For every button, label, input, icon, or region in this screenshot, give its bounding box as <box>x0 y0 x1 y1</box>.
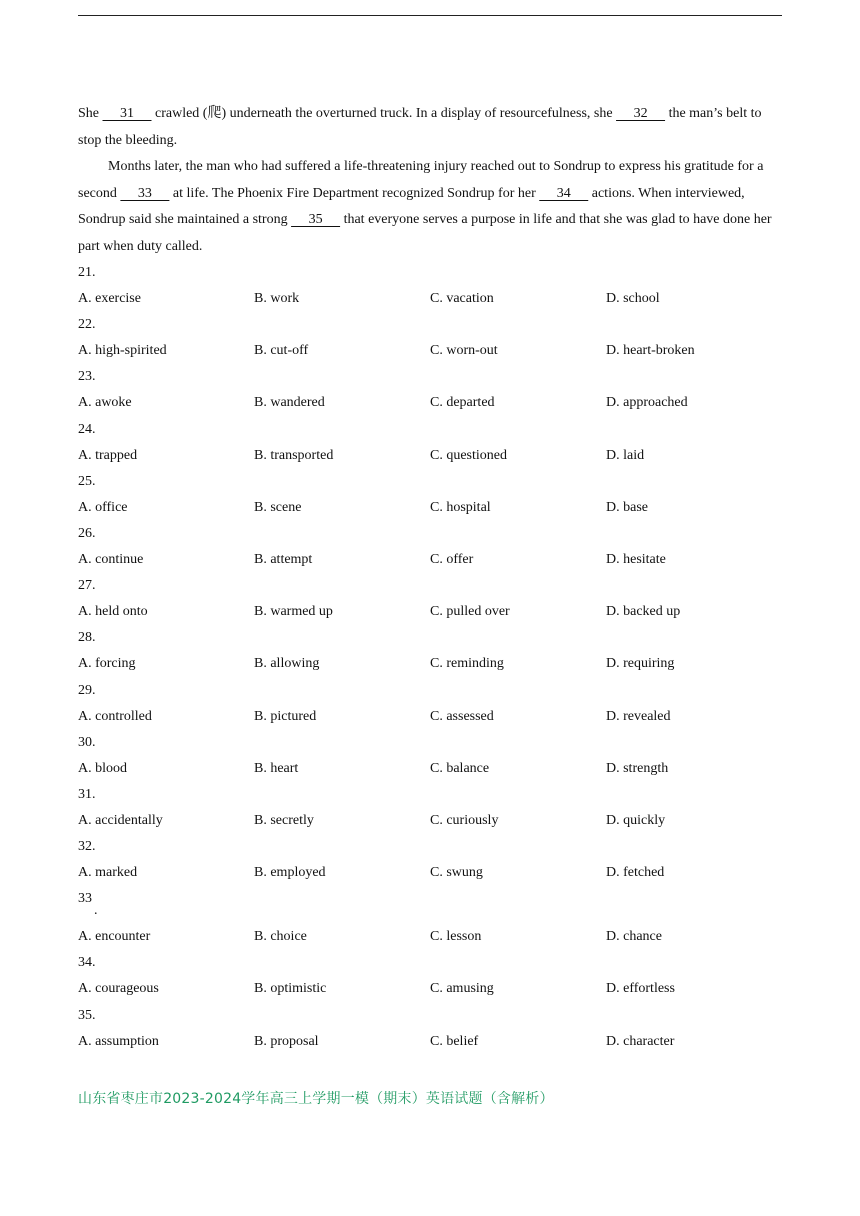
question-number: 28. <box>78 630 96 646</box>
header-rule <box>78 15 782 16</box>
option-a: A. exercise <box>78 291 141 307</box>
option-c: C. curiously <box>430 812 499 828</box>
option-row <box>78 286 782 312</box>
option-row <box>78 924 782 950</box>
option-row <box>78 547 782 573</box>
passage <box>78 101 782 260</box>
option-a: A. forcing <box>78 656 136 672</box>
option-a: A. marked <box>78 865 138 881</box>
option-b: B. attempt <box>254 552 313 568</box>
option-row <box>78 704 782 730</box>
question-number: 29. <box>78 682 96 698</box>
document-footer-title: 山东省枣庄市2023-2024学年高三上学期一模（期末）英语试题（含解析） <box>78 1091 554 1107</box>
blank-33: 33 <box>120 185 170 201</box>
passage-text: at life. The Phoenix Fire Department recognized Sondrup for her <box>169 185 540 201</box>
passage-text: the man’s belt to stop the bleeding. <box>78 106 762 148</box>
option-b: B. wandered <box>254 395 325 411</box>
option-b: B. warmed up <box>254 604 333 620</box>
question-number: 33 <box>78 891 92 907</box>
option-c: C. amusing <box>430 981 494 997</box>
option-c: C. swung <box>430 865 483 881</box>
question-number: 34. <box>78 955 96 971</box>
passage-text: She <box>78 106 103 121</box>
question-number: 26. <box>78 525 96 541</box>
option-d: D. approached <box>606 395 688 411</box>
option-c: C. belief <box>430 1033 479 1049</box>
question-number: 23. <box>78 369 96 385</box>
question-number: 32. <box>78 839 96 855</box>
option-a: A. held onto <box>78 604 148 620</box>
option-row <box>78 443 782 469</box>
blank-34: 34 <box>539 185 589 201</box>
passage-paragraph-1 <box>78 101 782 154</box>
option-a: A. office <box>78 499 128 515</box>
question-number: 30. <box>78 734 96 750</box>
option-row <box>78 860 782 886</box>
option-row <box>78 495 782 521</box>
blank-32: 32 <box>616 106 666 121</box>
option-c: C. assessed <box>430 708 494 724</box>
question-list <box>78 260 782 1055</box>
option-a: A. blood <box>78 760 127 776</box>
passage-paragraph-2 <box>78 154 782 260</box>
question-number-wrap <box>78 886 782 924</box>
option-row <box>78 338 782 364</box>
option-b: B. secretly <box>254 812 314 828</box>
option-d: D. laid <box>606 447 645 463</box>
option-row <box>78 1029 782 1055</box>
option-c: C. lesson <box>430 929 482 945</box>
option-row <box>78 599 782 625</box>
question-number: 21. <box>78 265 96 280</box>
option-b: B. cut-off <box>254 343 309 359</box>
option-c: C. hospital <box>430 499 491 515</box>
question-number: 25. <box>78 473 96 489</box>
option-a: A. high-spirited <box>78 343 167 359</box>
question-number: 22. <box>78 317 96 333</box>
option-row <box>78 808 782 834</box>
blank-35: 35 <box>291 212 341 227</box>
option-b: B. scene <box>254 499 302 515</box>
option-c: C. vacation <box>430 291 494 307</box>
option-b: B. proposal <box>254 1033 319 1049</box>
option-b: B. pictured <box>254 708 317 724</box>
option-a: A. encounter <box>78 929 151 945</box>
passage-text: Months later, the man who had suffered a life-threatening injury reached out to Sondrup to express his gratitude for a second <box>78 159 764 201</box>
option-d: D. chance <box>606 929 662 945</box>
option-d: D. strength <box>606 760 669 776</box>
passage-text: crawled (爬) underneath the overturned truck. In a display of resourcefulness, she <box>151 106 617 121</box>
blank-31: 31 <box>102 106 152 121</box>
option-b: B. employed <box>254 865 326 881</box>
option-b: B. choice <box>254 929 307 945</box>
option-d: D. character <box>606 1033 675 1049</box>
option-a: A. continue <box>78 552 144 568</box>
option-b: B. work <box>254 291 300 307</box>
option-c: C. departed <box>430 395 495 411</box>
option-c: C. questioned <box>430 447 507 463</box>
question-number: 35. <box>78 1007 96 1023</box>
option-b: B. allowing <box>254 656 320 672</box>
option-row <box>78 756 782 782</box>
question-number: 31. <box>78 786 96 802</box>
option-row <box>78 651 782 677</box>
option-b: B. transported <box>254 447 334 463</box>
option-d: D. heart-broken <box>606 343 695 359</box>
option-d: D. effortless <box>606 981 675 997</box>
passage-text: that everyone serves a purpose in life and that she was glad to have done her part when duty called. <box>78 212 772 254</box>
option-a: A. controlled <box>78 708 152 724</box>
option-d: D. revealed <box>606 708 671 724</box>
question-number: 24. <box>78 421 96 437</box>
option-row <box>78 390 782 416</box>
option-a: A. assumption <box>78 1033 159 1049</box>
option-a: A. courageous <box>78 981 159 997</box>
passage-text: actions. When interviewed, Sondrup said she maintained a strong <box>78 185 745 227</box>
option-d: D. requiring <box>606 656 675 672</box>
option-d: D. hesitate <box>606 552 666 568</box>
option-c: C. offer <box>430 552 474 568</box>
option-d: D. fetched <box>606 865 665 881</box>
option-c: C. reminding <box>430 656 504 672</box>
option-b: B. optimistic <box>254 981 327 997</box>
option-a: A. trapped <box>78 447 138 463</box>
option-d: D. quickly <box>606 812 666 828</box>
question-number-dot: . <box>94 903 98 919</box>
option-c: C. worn-out <box>430 343 498 359</box>
option-a: A. accidentally <box>78 812 163 828</box>
option-c: C. balance <box>430 760 490 776</box>
question-number: 27. <box>78 578 96 594</box>
option-d: D. base <box>606 499 648 515</box>
option-d: D. school <box>606 291 660 307</box>
option-row <box>78 976 782 1002</box>
option-b: B. heart <box>254 760 299 776</box>
option-d: D. backed up <box>606 604 681 620</box>
option-c: C. pulled over <box>430 604 510 620</box>
option-a: A. awoke <box>78 395 132 411</box>
